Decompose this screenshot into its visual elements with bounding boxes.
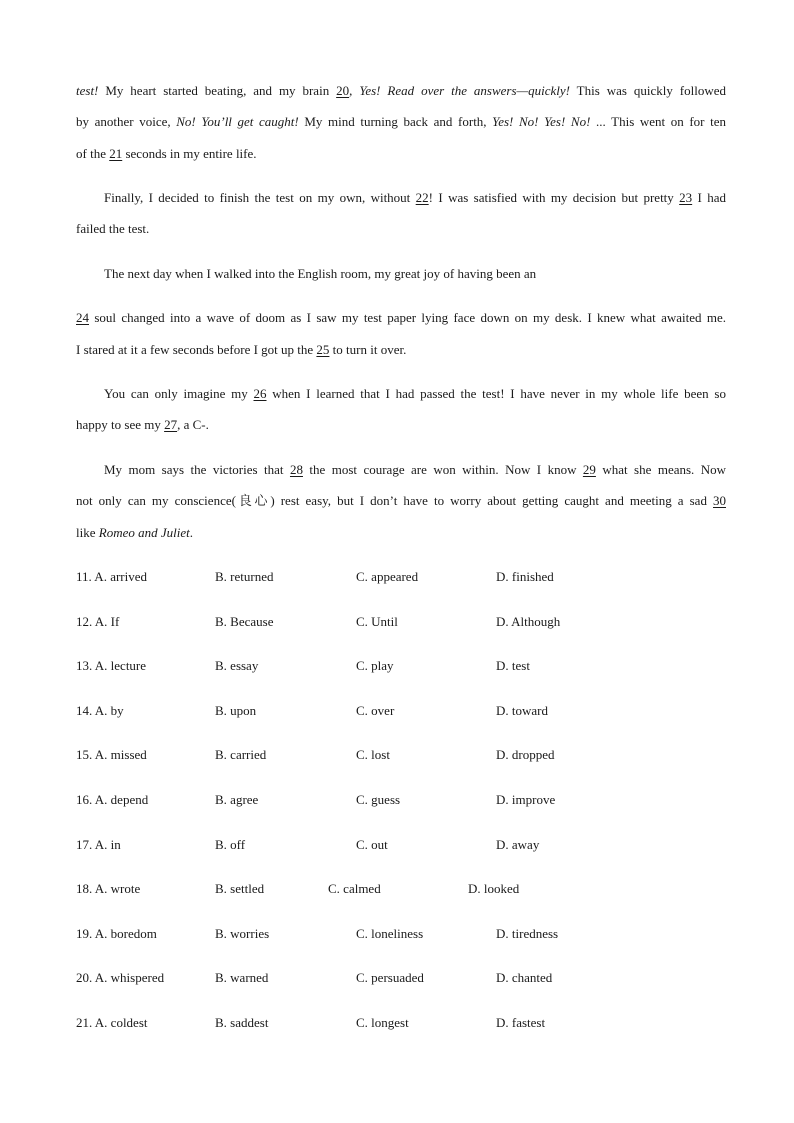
- option-a[interactable]: 11. A. arrived: [76, 569, 147, 584]
- option-b[interactable]: B. off: [215, 836, 246, 852]
- question-row: [76, 613, 726, 631]
- option-c[interactable]: C. lost: [356, 747, 390, 763]
- option-a[interactable]: 14. A. by: [76, 702, 124, 718]
- option-b[interactable]: B. settled: [215, 881, 265, 897]
- option-a[interactable]: 12. A. If: [76, 613, 120, 629]
- blank-25: 25: [316, 342, 330, 357]
- option-a[interactable]: 17. A. in: [76, 836, 121, 852]
- passage-line-6: The next day when I walked into the English room, my great joy of having been an: [104, 266, 537, 281]
- passage-line-3: of the 21 seconds in my entire life.: [76, 146, 257, 161]
- option-c[interactable]: C. longest: [356, 1015, 409, 1030]
- option-b[interactable]: B. warned: [215, 970, 269, 986]
- blank-23: 23: [679, 190, 693, 205]
- option-c[interactable]: C. calmed: [328, 881, 381, 897]
- question-row: [76, 657, 726, 675]
- blank-22: 22: [415, 190, 429, 205]
- blank-20: 20: [336, 83, 350, 98]
- option-c[interactable]: C. out: [356, 836, 388, 852]
- blank-21: 21: [109, 146, 123, 161]
- option-d[interactable]: D. dropped: [496, 747, 555, 763]
- passage-line-2: by another voice, No! You’ll get caught! My mind turning back and forth, Yes! No! Yes! No! ... This went on for ten: [76, 114, 727, 129]
- option-d[interactable]: D. finished: [496, 569, 554, 584]
- blank-27: 27: [164, 417, 178, 432]
- question-row: [76, 568, 726, 586]
- option-d[interactable]: D. toward: [496, 702, 548, 718]
- passage-line-5: failed the test.: [76, 221, 150, 236]
- passage-line-7: 24 soul changed into a wave of doom as I saw my test paper lying face down on my desk. I knew what awaited me.: [76, 310, 726, 325]
- option-d[interactable]: D. improve: [496, 792, 556, 807]
- question-row: [76, 702, 726, 720]
- option-b[interactable]: B. worries: [215, 925, 270, 941]
- option-b[interactable]: B. carried: [215, 747, 267, 763]
- blank-28: 28: [289, 462, 303, 477]
- option-b[interactable]: B. saddest: [215, 1015, 269, 1030]
- option-a[interactable]: 21. A. coldest: [76, 1015, 148, 1030]
- passage-line-1: test! My heart started beating, and my brain 20, Yes! Read over the answers—quickly! This was quickly followed: [76, 83, 726, 98]
- option-c[interactable]: C. over: [356, 702, 395, 718]
- passage-line-9: You can only imagine my 26 when I learned that I had passed the test! I have never in my whole life been so: [104, 386, 726, 401]
- question-row: [76, 746, 726, 764]
- option-d[interactable]: D. fastest: [496, 1015, 546, 1030]
- passage-line-13: like Romeo and Juliet.: [76, 525, 193, 540]
- option-c[interactable]: C. Until: [356, 613, 398, 629]
- passage-line-12: not only can my conscience(良心) rest easy, but I don’t have to worry about getting caught and meeting a sad 30: [76, 493, 726, 508]
- option-a[interactable]: 19. A. boredom: [76, 925, 157, 941]
- option-c[interactable]: C. play: [356, 658, 394, 674]
- passage-line-8: I stared at it a few seconds before I got up the 25 to turn it over.: [76, 342, 407, 357]
- passage-line-10: happy to see my 27, a C-.: [76, 417, 209, 432]
- question-row: [76, 791, 726, 809]
- option-a[interactable]: 15. A. missed: [76, 747, 147, 763]
- option-b[interactable]: B. agree: [215, 792, 259, 807]
- option-a[interactable]: 20. A. whispered: [76, 970, 165, 986]
- question-row: [76, 836, 726, 854]
- option-c[interactable]: C. appeared: [356, 569, 419, 584]
- option-c[interactable]: C. guess: [356, 792, 401, 807]
- option-d[interactable]: D. test: [496, 658, 530, 674]
- option-c[interactable]: C. loneliness: [356, 925, 424, 941]
- option-b[interactable]: B. returned: [215, 569, 274, 584]
- option-b[interactable]: B. essay: [215, 658, 259, 674]
- blank-24: 24: [76, 310, 89, 325]
- question-row: [76, 925, 726, 943]
- option-a[interactable]: 13. A. lecture: [76, 658, 147, 674]
- option-b[interactable]: B. Because: [215, 613, 274, 629]
- option-d[interactable]: D. tiredness: [496, 925, 559, 941]
- passage-line-4: Finally, I decided to finish the test on my own, without 22! I was satisfied with my decision but pretty 23 I had: [104, 190, 726, 205]
- option-d[interactable]: D. away: [496, 836, 540, 852]
- question-row: [76, 1014, 726, 1032]
- option-a[interactable]: 16. A. depend: [76, 792, 149, 807]
- passage-line-11: My mom says the victories that 28 the most courage are won within. Now I know 29 what she means. Now: [104, 462, 727, 477]
- book-title: Romeo and Juliet: [98, 525, 190, 540]
- option-c[interactable]: C. persuaded: [356, 970, 424, 986]
- option-d[interactable]: D. looked: [468, 881, 520, 897]
- blank-26: 26: [253, 386, 267, 401]
- option-d[interactable]: D. Although: [496, 613, 561, 629]
- option-b[interactable]: B. upon: [215, 702, 257, 718]
- option-a[interactable]: 18. A. wrote: [76, 881, 141, 897]
- option-d[interactable]: D. chanted: [496, 970, 553, 986]
- blank-29: 29: [582, 462, 596, 477]
- blank-30: 30: [713, 493, 726, 508]
- question-row: [76, 880, 726, 898]
- question-row: [76, 969, 726, 987]
